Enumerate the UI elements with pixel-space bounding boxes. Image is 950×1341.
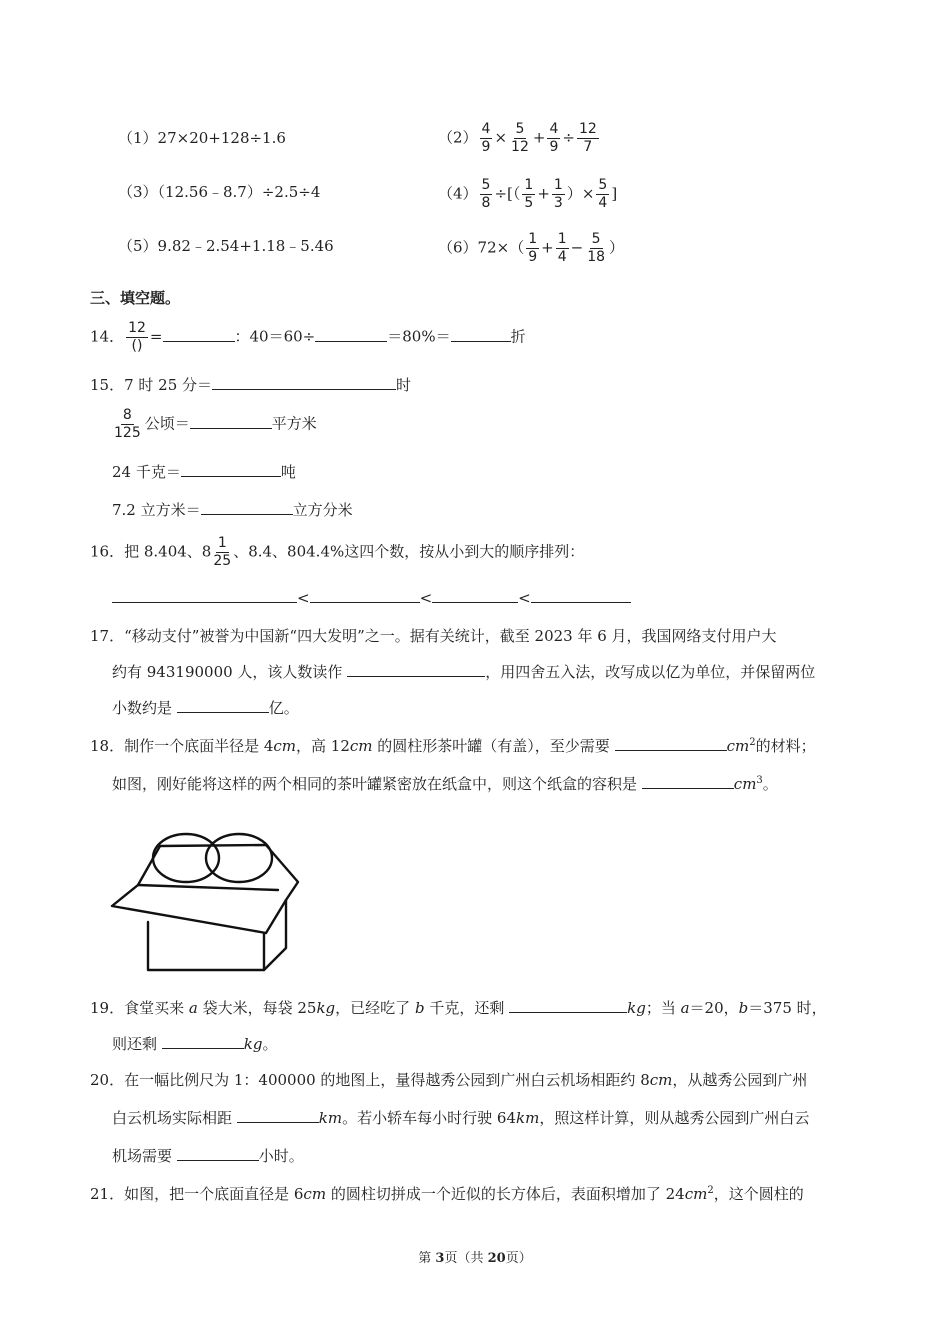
- answer-blank[interactable]: [177, 1146, 259, 1161]
- question-15-line-3: 24 千克＝ 吨: [112, 463, 296, 481]
- answer-blank[interactable]: [642, 774, 734, 789]
- page-footer: 第 3页（共 20页）: [418, 1251, 532, 1266]
- answer-blank[interactable]: [163, 327, 235, 342]
- question-14: 14． $\frac{12}{()}$ = ：40＝60÷ ＝80%＝ 折: [90, 320, 526, 354]
- answer-blank[interactable]: [531, 588, 631, 603]
- question-21-line-1: 21．如图，把一个底面直径是 6cm 的圆柱切拼成一个近似的长方体后，表面积增加了 $24cm^2$，这个圆柱的: [90, 1185, 804, 1203]
- question-18-line-2: 如图，刚好能将这样的两个相同的茶叶罐紧密放在纸盒中，则这个纸盒的容积是 $cm^3$。: [112, 775, 778, 793]
- answer-blank[interactable]: [112, 588, 297, 603]
- answer-blank[interactable]: [181, 462, 281, 477]
- answer-blank[interactable]: [310, 588, 420, 603]
- open-box-figure: [108, 830, 308, 975]
- calc-problem-2: （2） $\frac{4}{9}$ × $\frac{5}{12}$ + $\frac{4}{9}$ ÷ $\frac{12}{7}$: [438, 121, 597, 155]
- answer-blank[interactable]: [432, 588, 518, 603]
- answer-blank[interactable]: [177, 698, 269, 713]
- question-17-line-2: 约有 943190000 人，该人数读作 ，用四舍五入法，改写成以亿为单位，并保留两位: [112, 663, 816, 681]
- calc-problem-3: （3）（12.56﹣8.7）÷2.5÷4: [118, 183, 321, 201]
- question-19-line-2: 则还剩 kg。: [112, 1035, 278, 1053]
- question-15-line-1: 15．7 时 25 分＝ 时: [90, 376, 412, 394]
- calc-problem-1: （1）27×20+128÷1.6: [118, 129, 286, 147]
- question-16: 16．把 8.404、8 $\frac{1}{25}$ 、8.4、804.4%这四个数，按从小到大的顺序排列：: [90, 535, 585, 569]
- answer-blank[interactable]: [509, 998, 627, 1013]
- question-17-line-3: 小数约是 亿。: [112, 699, 299, 717]
- answer-blank[interactable]: [162, 1034, 244, 1049]
- question-15-line-4: 7.2 立方米＝ 立方分米: [112, 501, 353, 519]
- answer-blank[interactable]: [201, 500, 293, 515]
- answer-blank[interactable]: [615, 736, 727, 751]
- tea-can-right: [206, 834, 272, 882]
- answer-blank[interactable]: [237, 1108, 319, 1123]
- question-20-line-3: 机场需要 小时。: [112, 1147, 304, 1165]
- question-18-line-1: 18．制作一个底面半径是 4cm，高 12cm 的圆柱形茶叶罐（有盖），至少需要 $cm^2$的材料；: [90, 737, 816, 755]
- calc-problem-5: （5）9.82﹣2.54+1.18﹣5.46: [118, 237, 334, 255]
- question-15-line-2: $\frac{8}{125}$ 公顷＝ 平方米: [114, 407, 317, 441]
- question-16-answer-line: < < <: [112, 588, 631, 607]
- section-title: 三、填空题。: [90, 289, 181, 307]
- answer-blank[interactable]: [451, 327, 511, 342]
- calc-problem-6: （6）72×（ $\frac{1}{9}$ + $\frac{1}{4}$ − $\frac{5}{18}$ ）: [438, 231, 625, 265]
- question-19-line-1: 19．食堂买来 a 袋大米，每袋 25kg，已经吃了 b 千克，还剩 kg；当 a＝20，b＝375 时，: [90, 999, 827, 1017]
- answer-blank[interactable]: [212, 375, 396, 390]
- calc-problem-4: （4） $\frac{5}{8}$ ÷[（ $\frac{1}{5}$ + $\frac{1}{3}$ ）× $\frac{5}{4}$ ]: [438, 177, 618, 211]
- answer-blank[interactable]: [315, 327, 387, 342]
- question-17-line-1: 17．“移动支付”被誉为中国新“四大发明”之一。据有关统计，截至 2023 年 6 月，我国网络支付用户大: [90, 627, 777, 645]
- question-20-line-1: 20．在一幅比例尺为 1：400000 的地图上，量得越秀公园到广州白云机场相距约 8cm，从越秀公园到广州: [90, 1071, 808, 1089]
- question-20-line-2: 白云机场实际相距 km。若小轿车每小时行驶 64km，照这样计算，则从越秀公园到广州白云: [112, 1109, 810, 1127]
- tea-can-left: [153, 834, 219, 882]
- answer-blank[interactable]: [190, 414, 272, 429]
- answer-blank[interactable]: [347, 662, 485, 677]
